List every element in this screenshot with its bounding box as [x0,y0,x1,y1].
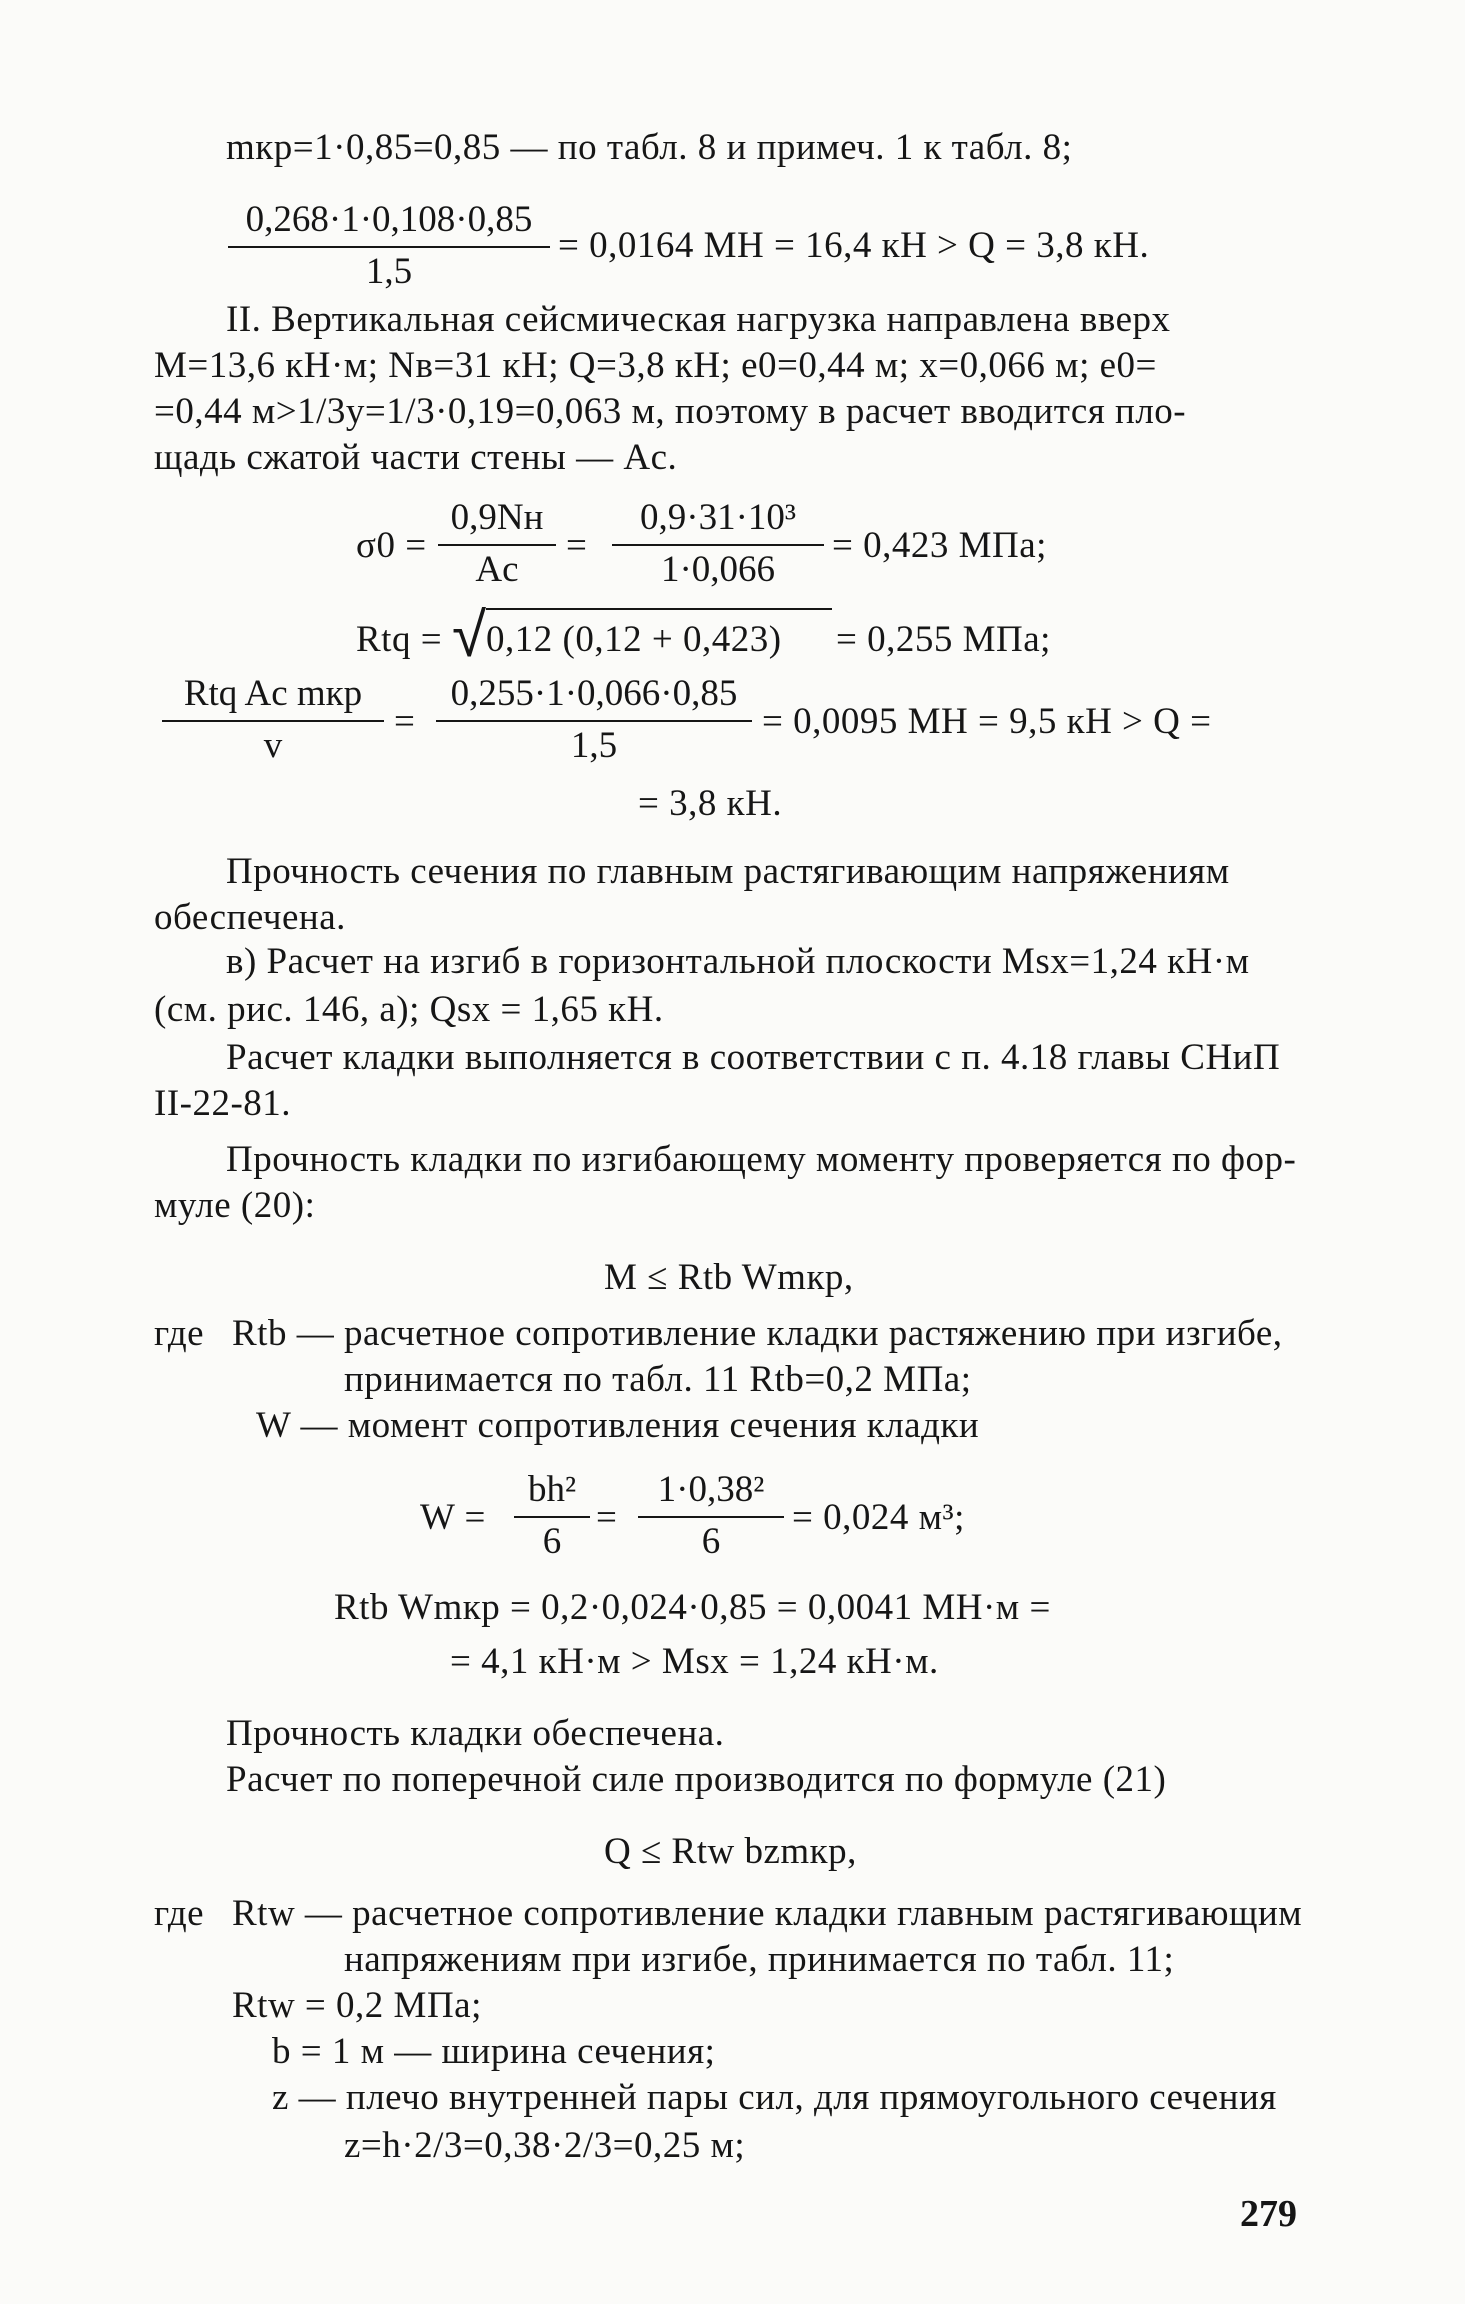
denominator: Aс [475,549,519,590]
equals-sign: = [394,701,416,742]
fraction [514,1468,590,1568]
fraction-bar [638,1516,784,1518]
denominator: 1·0,066 [660,549,776,590]
text-line: напряжениям при изгибе, принимается по табл. 11; [344,1939,1175,1980]
equals-sign: = [566,525,588,566]
formula-lhs: Rtq = [356,619,443,660]
denominator: 1,5 [365,251,413,292]
text-line: (см. рис. 146, а); Qsx = 1,65 кН. [154,989,664,1030]
formula-rhs: = 0,024 м³; [792,1497,965,1538]
text-line: z=h·2/3=0,38·2/3=0,25 м; [344,2125,746,2166]
denominator: v [263,725,283,766]
text-line: W — момент сопротивления сечения кладки [256,1405,980,1446]
text-line: M=13,6 кН·м; Nв=31 кН; Q=3,8 кН; e0=0,44 м; x=0,066 м; e0= [154,345,1157,386]
text-line: муле (20): [154,1185,316,1226]
formula-rhs: = 0,255 МПа; [836,619,1051,660]
text-line: II-22-81. [154,1083,292,1124]
formula: M ≤ Rtb Wmкр, [604,1257,854,1298]
numerator: 0,255·1·0,066·0,85 [450,673,738,714]
numerator: 1·0,38² [657,1469,765,1510]
fraction [436,672,752,772]
text-line: принимается по табл. 11 Rtb=0,2 МПа; [344,1359,972,1400]
numerator: 0,9Nн [450,497,544,538]
formula-rhs: = 0,0164 МН = 16,4 кН > Q = 3,8 кН. [558,225,1150,266]
fraction [162,672,384,772]
text-line: в) Расчет на изгиб в горизонтальной плоскости Msx=1,24 кН·м [226,941,1250,982]
formula-lhs: W = [420,1497,486,1538]
fraction [438,496,556,596]
numerator: 0,268·1·0,108·0,85 [245,199,533,240]
numerator: Rtq Aс mкр [183,673,363,714]
formula-rhs: = 0,423 МПа; [832,525,1047,566]
denominator: 6 [542,1521,562,1562]
numerator: 0,9·31·10³ [640,497,796,538]
text-line: b = 1 м — ширина сечения; [272,2031,716,2072]
text-line: где [154,1893,205,1934]
fraction-bar [438,544,556,546]
text-line: Расчет по поперечной силе производится по формуле (21) [226,1759,1167,1800]
text-line: где [154,1313,205,1354]
text-line: Rtw — расчетное сопротивление кладки главным растягивающим [232,1893,1303,1934]
fraction [612,496,824,596]
page-number: 279 [1240,2193,1297,2235]
denominator: 6 [701,1521,721,1562]
equals-sign: = [596,1497,618,1538]
radical-bar [486,608,832,610]
formula-rhs: = 0,0095 МН = 9,5 кН > Q = [762,701,1212,742]
formula: Q ≤ Rtw bzmкр, [604,1831,857,1872]
fraction-bar [514,1516,590,1518]
denominator: 1,5 [570,725,618,766]
formula: = 4,1 кН·м > Msx = 1,24 кН·м. [450,1641,939,1682]
text-line: Rtb — расчетное сопротивление кладки растяжению при изгибе, [232,1313,1283,1354]
formula: Rtb Wmкр = 0,2·0,024·0,85 = 0,0041 МН·м = [334,1587,1051,1628]
text-line: =0,44 м>1/3y=1/3·0,19=0,063 м, поэтому в расчет вводится пло- [154,391,1187,432]
text-line: обеспечена. [154,897,346,938]
text-line: II. Вертикальная сейсмическая нагрузка направлена вверх [226,299,1171,340]
text-line: Прочность кладки обеспечена. [226,1713,725,1754]
text-line: z — плечо внутренней пары сил, для прямоугольного сечения [272,2077,1277,2118]
fraction [638,1468,784,1568]
radicand: 0,12 (0,12 + 0,423) [486,619,782,660]
text-line: Прочность кладки по изгибающему моменту проверяется по фор- [226,1139,1297,1180]
fraction-bar [436,720,752,722]
fraction-bar [162,720,384,722]
text-line: mкр=1·0,85=0,85 — по табл. 8 и примеч. 1 к табл. 8; [226,127,1073,168]
formula-lhs: σ0 = [356,525,427,566]
text-line: Прочность сечения по главным растягивающим напряжениям [226,851,1230,892]
text-line: Расчет кладки выполняется в соответствии с п. 4.18 главы СНиП [226,1037,1281,1078]
text-line: щадь сжатой части стены — Aс. [154,437,678,478]
text-line: Rtw = 0,2 МПа; [232,1985,482,2026]
fraction-bar [612,544,824,546]
fraction-bar [228,246,550,248]
fraction [228,198,550,298]
formula-continuation: = 3,8 кН. [638,783,783,824]
numerator: bh² [527,1469,577,1510]
sqrt-icon: √ [452,598,487,671]
